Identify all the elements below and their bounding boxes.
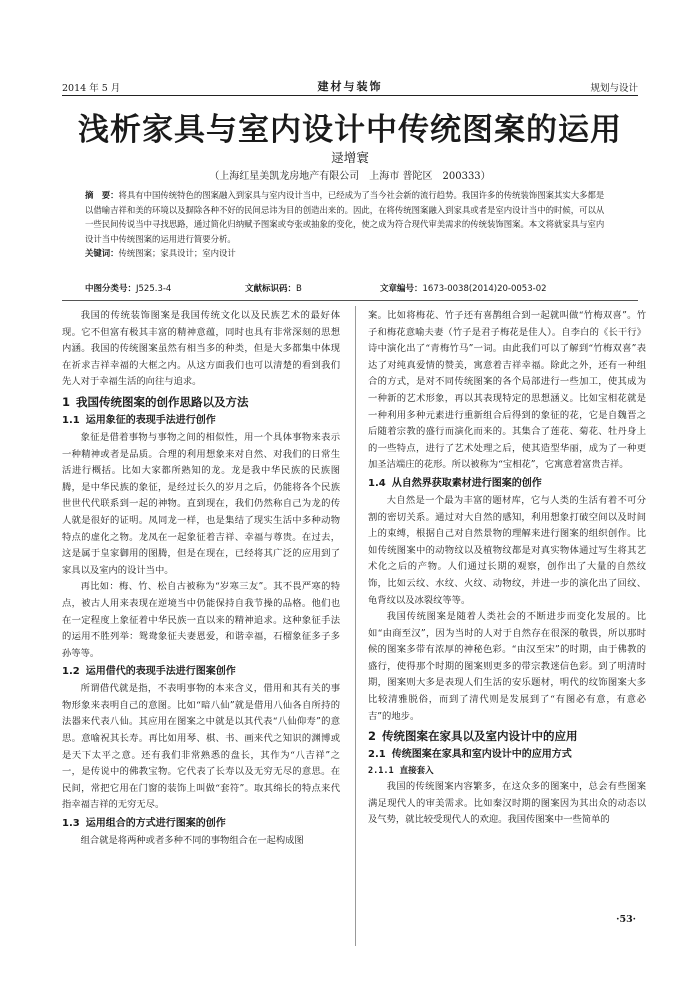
intro-paragraph: 我国的传统装饰图案是我国传统文化以及民族艺术的最好体现。它不但富有极其丰富的精神意蕴，同时也具有非常深刻的思想内涵。我国的传统图案虽然有相当多的种类，但是大多都集中体现在祈求吉祥幸福的大框之内。从这方面我们也可以清楚的看到我们先人对于幸福生活的向往与追求。 xyxy=(62,310,340,388)
doc-code-label: 文献标识码： xyxy=(245,284,297,294)
classification-info xyxy=(85,282,610,296)
paragraph: 组合就是将两种或者多种不同的事物组合在一起构成图 xyxy=(80,835,304,847)
paragraph: 所谓借代就是指，不表明事物的本来含义，借用和其有关的事物形象来表明自己的意图。比如“暗八仙”就是借用八仙各自所持的法器来代表八仙。其应用在图案之中就是以其代表“八仙仰寿”的意思。意喻祝其长寿。再比如用琴、棋、书、画来代之知识的渊博或是天下太平之意。还有我们非常熟悉的盘长，其作为“八吉祥”之一，是传说中的佛教宝物。它代表了长寿以及无穷无尽的意思。在民间，常把它用在门窗的装饰上叫做“套符”。取其绵长的特点来代指幸福吉祥的无穷无尽。 xyxy=(62,683,340,811)
running-header xyxy=(62,78,638,94)
section-1-1-heading: 1.1 运用象征的表现手法进行创作 xyxy=(62,414,216,426)
abstract-body xyxy=(85,188,610,246)
column-divider xyxy=(355,306,356,946)
abstract xyxy=(85,188,610,261)
keywords xyxy=(85,246,610,261)
paragraph: 再比如：梅、竹、松自古被称为“岁寒三友”。其不畏严寒的特点，被古人用来表现在逆境当中仍能保持自我节操的品格。他们也在一定程度上象征着中华民族一直以来的精神追求。这种象征手法的运用不胜列举：鸳鸯象征夫妻恩爱，和谐幸福，石榴象征多子多孙等等。 xyxy=(62,581,340,659)
clc-label: 中图分类号： xyxy=(85,284,137,294)
section-1-2-heading: 1.2 运用借代的表现手法进行图案创作 xyxy=(62,666,236,678)
header-rule xyxy=(62,95,638,96)
paragraph: 象征是借着事物与事物之间的相似性，用一个具体事物来表示一种精神或者是品质。合理的利用想象来对自然、对我们的日常生活进行概括。比如大家都所熟知的龙。龙是我中华民族的民族图腾，是中华民族的象征，是经过长久的岁月之后，仍能将各个民族世世代代联系到一起的神物。直到现在，我们仍然称自己为龙的传人就是很好的证明。凤同龙一样，也是集结了现实生活中多种动物特点的虚化之物。龙凤在一起象征着吉祥、幸福与尊贵。在过去，这是属于皇家御用的图腾，但是在现在，已经将其广泛的应用到了家具以及室内的设计当中。 xyxy=(62,431,340,576)
left-column xyxy=(62,308,340,850)
header-section: 规划与设计 xyxy=(590,83,638,94)
page-number: ·53· xyxy=(616,914,636,925)
section-2-1-1-heading: 2.1.1 直接套入 xyxy=(368,766,434,777)
keywords-text: 传统图案；家具设计；室内设计 xyxy=(118,248,236,258)
clc-value: J525.3-4 xyxy=(136,284,172,294)
paper-title: 浅析家具与室内设计中传统图案的运用 xyxy=(78,112,622,148)
paragraph: 大自然是一个最为丰富的题材库，它与人类的生活有着不可分割的密切关系。通过对大自然的感知，利用想象打破空间以及时间上的束缚，根据自己对自然景物的理解来进行图案的组织创作。比如传统图案中的动物纹以及植物纹都是对真实物体通过写生将其艺术化之后的产物。人们通过长期的观察，创作出了大量的自然纹饰，比如云纹、水纹、火纹、动物纹，并进一步的演化出了回纹、龟背纹以及冰裂纹等等。 xyxy=(368,494,646,606)
article-no-value: 1673-0038(2014)20-0053-02 xyxy=(422,284,547,294)
affiliation: （上海红星美凯龙房地产有限公司 上海市 普陀区 200333） xyxy=(209,171,491,182)
article-no-label: 文章编号： xyxy=(380,284,423,294)
header-date: 2014 年 5 月 xyxy=(62,83,121,94)
paragraph: 案。比如将梅花、竹子还有喜鹊组合到一起就叫做“竹梅双喜”。竹子和梅花意喻夫妻（竹子是君子梅花是佳人）。自李白的《长干行》诗中演化出了“青梅竹马”一词。由此我们可以了解到“竹梅双喜”表达了对纯真爱情的赞美，寓意着吉祥幸福。除此之外，还有一种组合的方式，是对不同传统图案的各个局部进行一些加工，使其成为一种新的艺术形象，再以其表现特定的思想涵义。比如宝相花就是一种利用多种元素进行重新组合后得到的象征的花，它是自魏晋之后随着宗教的盛行而演化而来的。其集合了莲花、菊花、牡丹身上的一些特点，进行了艺术处理之后，使其造型华丽，成为了一种更加圣洁端庄的花形。所以被称为“宝相花”，它寓意着富贵吉祥。 xyxy=(368,310,646,471)
abstract-rule xyxy=(62,300,638,301)
paragraph: 我国的传统图案内容繁多，在这众多的图案中，总会有些图案满足现代人的审美需求。比如秦汉时期的图案因为其出众的动态以及气势，就比较受现代人的欢迎。我国传图案中一些简单的 xyxy=(368,781,646,826)
section-1-heading: 1 我国传统图案的创作思路以及方法 xyxy=(62,394,249,409)
section-2-heading: 2 传统图案在家具以及室内设计中的应用 xyxy=(368,729,578,744)
keywords-label: 关键词： xyxy=(85,248,119,258)
journal-name: 建材与装饰 xyxy=(317,80,383,93)
section-1-3-heading: 1.3 运用组合的方式进行图案的创作 xyxy=(62,818,226,830)
section-1-4-heading: 1.4 从自然界获取素材进行图案的创作 xyxy=(368,477,542,489)
abstract-text: 将具有中国传统特色的图案融入到家具与室内设计当中，已经成为了当今社会新的流行趋势。我国许多的传统装饰图案其实大多都是以借喻吉祥和美的环境以及摒除各种不好的民间忌讳为目的创造出来的。因此，在将传统图案融入到家具或者是室内设计当中的时候，可以从一些民间传说当中寻找思路，通过简化归纳赋予图案或夸张或抽象的变化，使之成为符合现代审美需求的传统装饰图案。本文将就家具与室内设计当中传统图案的运用进行简要分析。 xyxy=(85,190,605,244)
section-2-1-heading: 2.1 传统图案在家具和室内设计中的应用方式 xyxy=(368,749,572,761)
doc-code-value: B xyxy=(296,284,302,294)
author: 逯增寰 xyxy=(331,150,369,165)
right-column xyxy=(368,308,646,829)
abstract-label: 摘 要： xyxy=(85,190,119,200)
paragraph: 我国传统图案是随着人类社会的不断进步而变化发展的。比如“由商至汉”，因为当时的人对于自然存在很深的敬畏，所以那时候的图案多带有浓厚的神秘色彩。“由汉至宋”的时期，由于佛教的盛行，使得那个时期的图案则更多的带宗教迷信色彩。到了明清时期，图案则大多是表现人们生活的安乐题材，明代的纹饰图案大多比较清雅脱俗，而到了清代则是发展到了“有图必有意，有意必吉”的地步。 xyxy=(368,611,646,722)
